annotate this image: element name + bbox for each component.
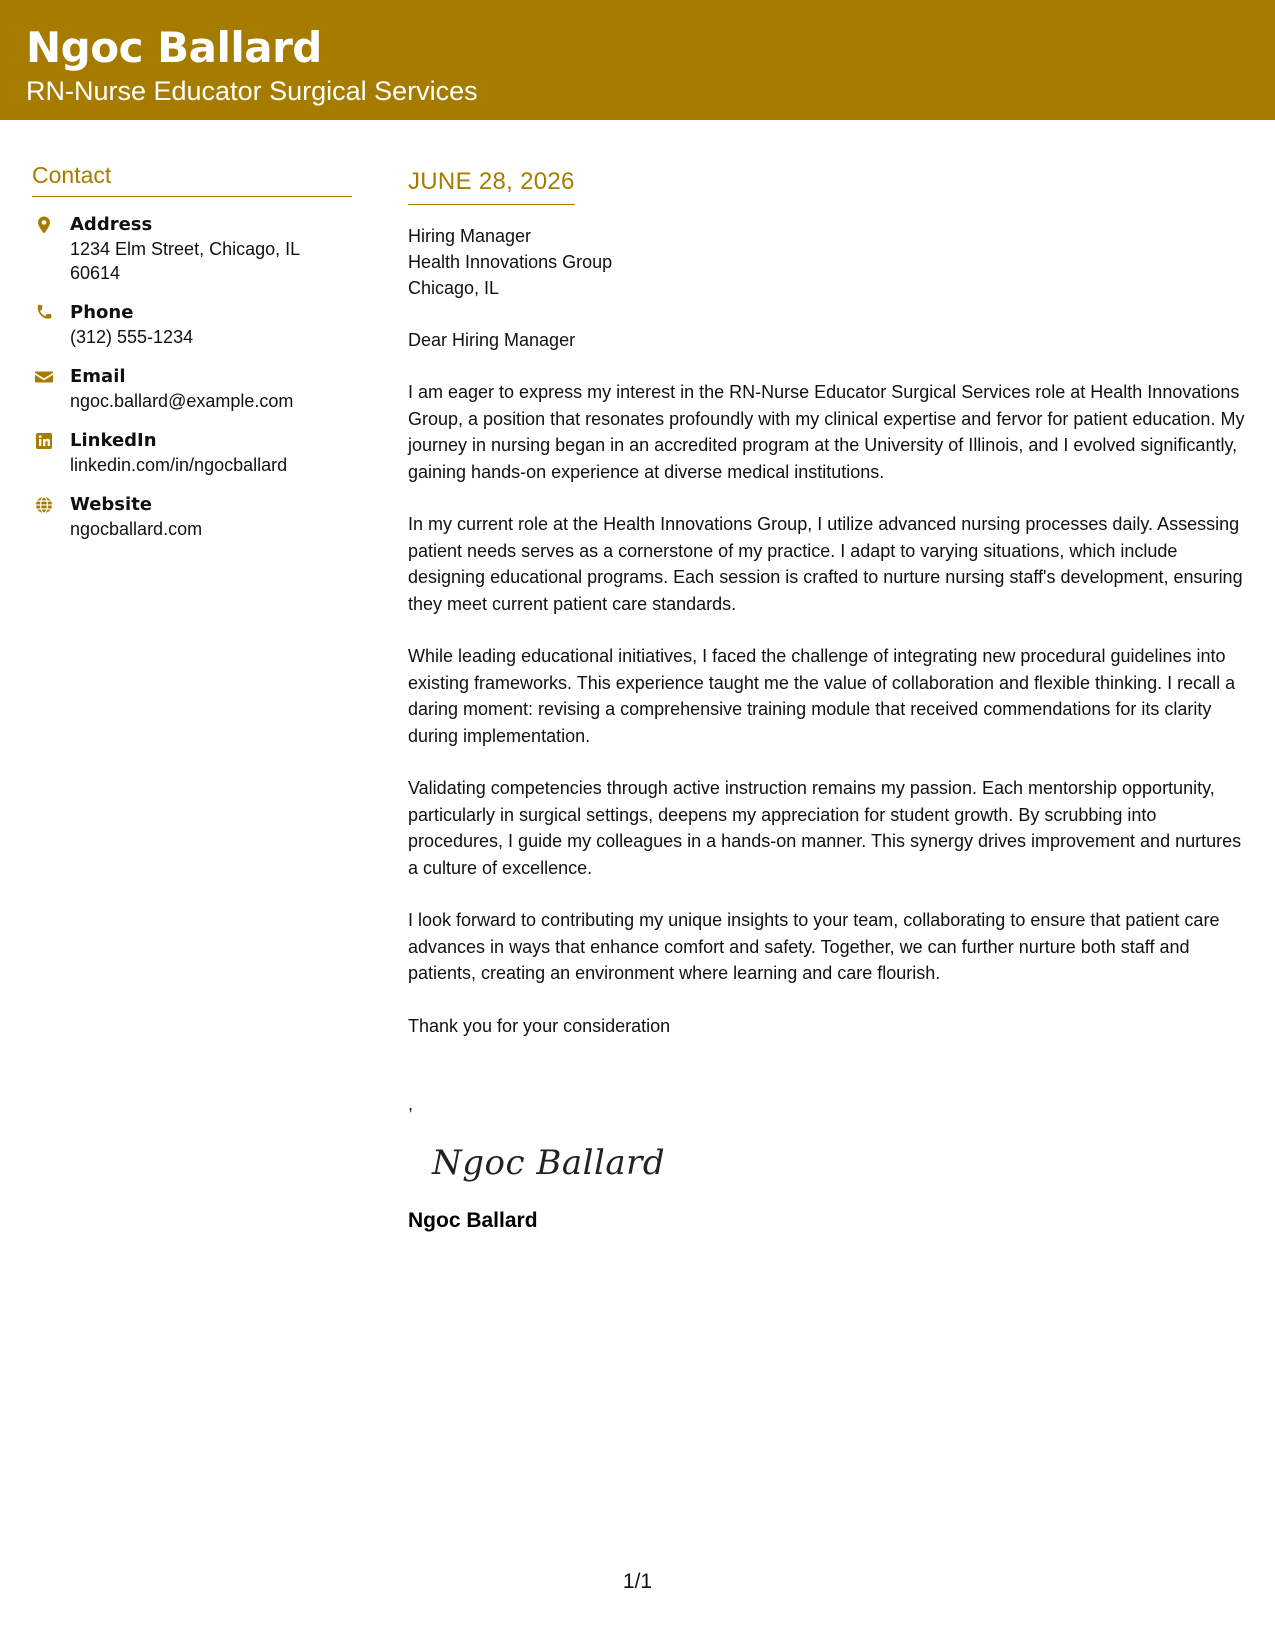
page-header (0, 0, 1275, 120)
salutation: Dear Hiring Manager (408, 330, 576, 350)
email-label: Email (70, 366, 126, 387)
map-pin-icon (34, 215, 54, 235)
applicant-name: Ngoc Ballard (26, 23, 322, 72)
contact-item-email (32, 365, 352, 413)
recipient-line: Chicago, IL (408, 278, 500, 298)
envelope-icon (34, 367, 54, 387)
recipient-line: Hiring Manager (408, 226, 532, 246)
page-number: 1/1 (622, 1570, 653, 1593)
contact-item-linkedin (32, 429, 352, 477)
linkedin-label: LinkedIn (70, 430, 157, 451)
linkedin-icon (34, 431, 54, 451)
address-label: Address (70, 214, 153, 235)
phone-icon (34, 303, 54, 323)
contact-item-address (32, 213, 352, 285)
email-value[interactable]: ngoc.ballard@example.com (70, 391, 294, 411)
letter-paragraph: In my current role at the Health Innovations Group, I utilize advanced nursing processes daily. Assessing patient needs serves as a cornerstone of my practice. I adapt to varying situations, which include designing educational programs. Each session is crafted to nurture nursing staff's development, ensuring they meet current patient care standards. (408, 514, 1243, 614)
linkedin-value[interactable]: linkedin.com/in/ngocballard (70, 455, 288, 475)
closing-comma: , (408, 1093, 414, 1114)
phone-label: Phone (70, 302, 134, 323)
letter-paragraph: I am eager to express my interest in the RN-Nurse Educator Surgical Services role at Health Innovations Group, a position that resonates profoundly with my clinical expertise and fervor for patient education. My journey in nursing began in an accredited program at the University of Illinois, and I evolved significantly, gaining hands-on experience at diverse medical institutions. (408, 382, 1245, 482)
closing-line: Thank you for your consideration (408, 1015, 671, 1036)
recipient-line: Health Innovations Group (408, 252, 613, 272)
contact-item-phone (32, 301, 352, 349)
handwritten-signature: Ngoc Ballard (432, 1142, 666, 1183)
contact-sidebar (32, 160, 352, 541)
letter-date: JUNE 28, 2026 (408, 166, 575, 205)
contact-item-website (32, 493, 352, 541)
letter-body (408, 166, 1253, 1235)
website-value[interactable]: ngocballard.com (70, 519, 203, 539)
website-label: Website (70, 494, 153, 515)
phone-value: (312) 555-1234 (70, 327, 194, 347)
letter-paragraph: While leading educational initiatives, I faced the challenge of integrating new procedural guidelines into existing frameworks. This experience taught me the value of collaboration and flexible thinking. I recall a daring moment: revising a comprehensive training module that received commendations for its clarity during implementation. (408, 646, 1236, 746)
letter-paragraph: Validating competencies through active instruction remains my passion. Each mentorship opportunity, particularly in surgical settings, deepens my appreciation for student growth. By scrubbing into procedures, I guide my colleagues in a hands-on manner. This synergy drives improvement and nurtures a culture of excellence. (408, 778, 1242, 878)
applicant-title: RN-Nurse Educator Surgical Services (26, 76, 478, 106)
letter-paragraph: I look forward to contributing my unique insights to your team, collaborating to ensure that patient care advances in ways that enhance comfort and safety. Together, we can further nurture both staff and patients, creating an environment where learning and care flourish. (408, 910, 1220, 983)
signed-name: Ngoc Ballard (408, 1208, 538, 1232)
address-value: 1234 Elm Street, Chicago, IL 60614 (70, 239, 300, 283)
recipient-block (408, 223, 1253, 301)
contact-heading: Contact (32, 160, 352, 197)
globe-icon (34, 495, 54, 515)
